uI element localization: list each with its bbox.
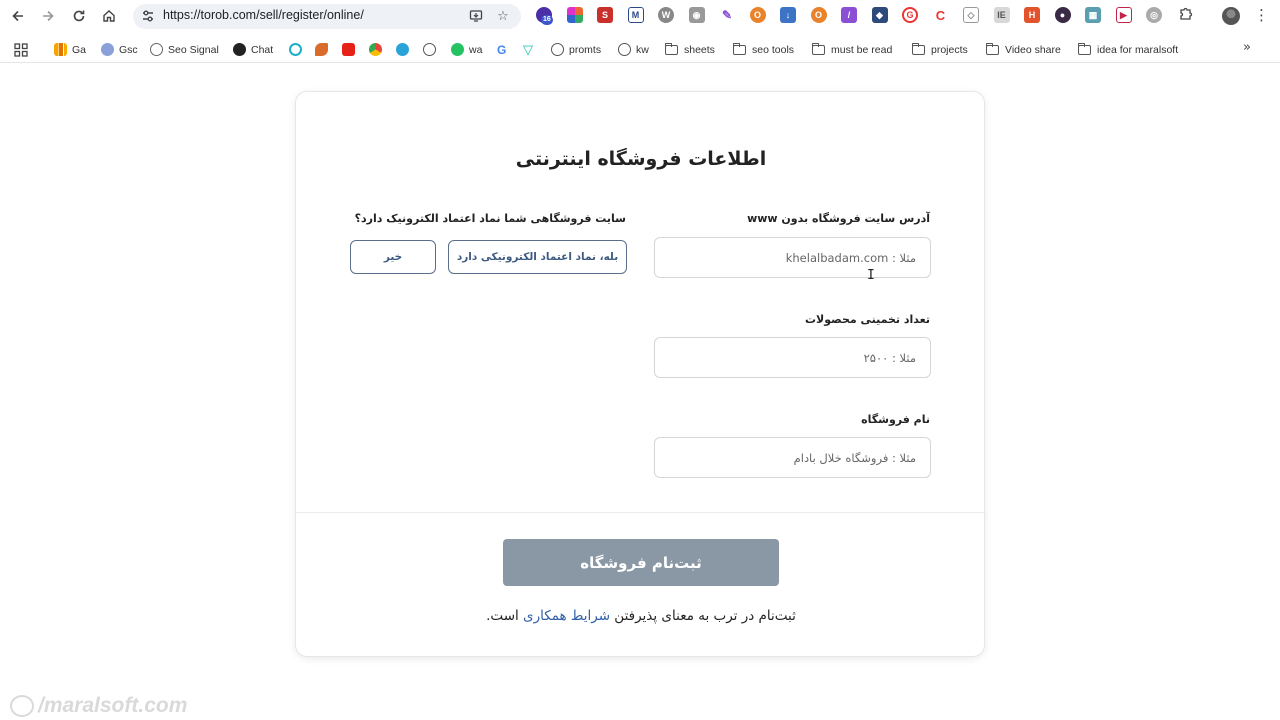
camera-icon[interactable]: ◉ bbox=[689, 7, 705, 23]
ie-extension-icon[interactable]: IE bbox=[994, 7, 1010, 23]
c-extension-icon[interactable]: C bbox=[933, 7, 949, 23]
bookmark-promts[interactable]: promts bbox=[551, 41, 601, 58]
whatsapp-icon bbox=[451, 43, 464, 56]
watermark bbox=[10, 694, 187, 718]
terms-text bbox=[296, 608, 986, 624]
apps-grid-icon[interactable] bbox=[14, 41, 28, 58]
store-name-label: نام فروشگاه bbox=[861, 413, 930, 426]
home-icon[interactable] bbox=[98, 5, 120, 27]
site-address-input[interactable] bbox=[654, 237, 931, 278]
bookmark-folder-video-share[interactable]: Video share bbox=[986, 41, 1061, 58]
color-extension-icon[interactable] bbox=[567, 7, 583, 23]
folder-icon bbox=[665, 45, 678, 55]
orange-extension-icon[interactable]: O bbox=[750, 7, 766, 23]
h-extension-icon[interactable]: H bbox=[1024, 7, 1040, 23]
seo-signal-icon bbox=[150, 43, 163, 56]
bookmark-star-icon[interactable]: ☆ bbox=[497, 9, 509, 24]
extension-badge: 16 bbox=[543, 16, 551, 23]
watermark-text: /maralsoft.com bbox=[38, 694, 188, 717]
product-count-label: تعداد تخمینی محصولات bbox=[804, 313, 930, 326]
store-name-input[interactable] bbox=[654, 437, 931, 478]
purple-extension-icon[interactable]: / bbox=[841, 7, 857, 23]
m-extension-icon[interactable]: M bbox=[628, 7, 644, 23]
g-extension-icon[interactable]: G bbox=[902, 7, 918, 23]
s-extension-icon[interactable]: S bbox=[597, 7, 613, 23]
pen-icon[interactable]: ✎ bbox=[719, 7, 735, 23]
menu-kebab-icon[interactable]: ⋮ bbox=[1254, 6, 1269, 24]
bookmarks-bar bbox=[0, 36, 1280, 63]
store-info-form bbox=[295, 91, 985, 657]
install-app-icon[interactable] bbox=[468, 9, 484, 25]
back-icon[interactable] bbox=[7, 5, 29, 27]
form-title: اطلاعات فروشگاه اینترنتی bbox=[515, 148, 767, 170]
bookmark-youtube[interactable] bbox=[342, 41, 360, 58]
chatgpt-icon bbox=[233, 43, 246, 56]
telegram-icon bbox=[396, 43, 409, 56]
bookmark-globe[interactable] bbox=[423, 41, 441, 58]
extension-icon[interactable] bbox=[536, 7, 552, 23]
address-bar[interactable] bbox=[133, 4, 521, 29]
product-count-input[interactable] bbox=[654, 337, 931, 378]
bookmarks-overflow-icon[interactable]: » bbox=[1243, 40, 1251, 55]
folder-icon bbox=[986, 45, 999, 55]
terms-before: ثبت‌نام در ترب به معنای پذیرفتن bbox=[610, 608, 796, 624]
bookmark-gsc[interactable]: Gsc bbox=[101, 41, 138, 58]
form-divider bbox=[296, 512, 986, 513]
chrome-icon bbox=[369, 43, 382, 56]
bookmark-folder-seo-tools[interactable]: seo tools bbox=[733, 41, 794, 58]
search-console-icon bbox=[101, 43, 114, 56]
folder-icon bbox=[812, 45, 825, 55]
enamad-no-button[interactable]: خیر bbox=[350, 240, 436, 274]
bookmark-chrome[interactable] bbox=[369, 41, 387, 58]
register-store-button[interactable]: ثبت‌نام فروشگاه bbox=[503, 539, 779, 586]
shield-outline-icon[interactable]: ◇ bbox=[963, 7, 979, 23]
bookmark-folder-projects[interactable]: projects bbox=[912, 41, 968, 58]
browser-toolbar bbox=[0, 0, 1280, 33]
terms-after: است. bbox=[486, 608, 524, 624]
bookmark-triangle[interactable] bbox=[523, 41, 533, 58]
swirl-icon bbox=[315, 43, 328, 56]
teal-extension-icon[interactable]: ▦ bbox=[1085, 7, 1101, 23]
terms-link[interactable]: شرایط همکاری bbox=[523, 608, 610, 624]
bookmark-folder-sheets[interactable]: sheets bbox=[665, 41, 715, 58]
extensions-row bbox=[536, 7, 1177, 25]
forward-icon[interactable] bbox=[37, 5, 59, 27]
folder-icon bbox=[733, 45, 746, 55]
globe-icon bbox=[423, 43, 436, 56]
gray-extension-icon[interactable]: ◎ bbox=[1146, 7, 1162, 23]
orange-extension-icon[interactable]: O bbox=[811, 7, 827, 23]
folder-icon bbox=[912, 45, 925, 55]
bookmark-google[interactable] bbox=[497, 41, 506, 58]
enamad-question-label: سایت فروشگاهی شما نماد اعتماد الکترونیک دارد؟ bbox=[354, 212, 626, 225]
shield-icon[interactable]: ◆ bbox=[872, 7, 888, 23]
watermark-logo-icon bbox=[10, 695, 34, 717]
bookmark-chat[interactable]: Chat bbox=[233, 41, 273, 58]
globe-icon bbox=[551, 43, 564, 56]
profile-avatar[interactable] bbox=[1222, 7, 1240, 25]
bookmark-kw[interactable]: kw bbox=[618, 41, 649, 58]
enamad-yes-button[interactable]: بله، نماد اعتماد الکترونیکی دارد bbox=[448, 240, 627, 274]
bookmark-ga[interactable]: Ga bbox=[54, 41, 86, 58]
bookmark-telegram[interactable] bbox=[396, 41, 414, 58]
bookmark-folder-idea[interactable]: idea for maralsoft bbox=[1078, 41, 1178, 58]
url-text: https://torob.com/sell/register/online/ bbox=[163, 8, 364, 22]
triangle-icon: ▽ bbox=[523, 41, 533, 57]
extensions-puzzle-icon[interactable] bbox=[1178, 6, 1193, 25]
bookmark-wa[interactable]: wa bbox=[451, 41, 482, 58]
ring-icon bbox=[289, 43, 302, 56]
reload-icon[interactable] bbox=[68, 5, 90, 27]
youtube-icon bbox=[342, 43, 355, 56]
site-address-label: آدرس سایت فروشگاه بدون www bbox=[747, 212, 930, 225]
text-cursor-icon: I bbox=[867, 268, 875, 283]
wordpress-icon[interactable]: W bbox=[658, 7, 674, 23]
google-icon: G bbox=[497, 42, 507, 57]
bookmark-ring[interactable] bbox=[289, 41, 307, 58]
site-settings-icon[interactable] bbox=[141, 9, 155, 23]
play-extension-icon[interactable]: ▶ bbox=[1116, 7, 1132, 23]
download-icon[interactable]: ↓ bbox=[780, 7, 796, 23]
bookmark-swirl[interactable] bbox=[315, 41, 333, 58]
bookmark-seo-signal[interactable]: Seo Signal bbox=[150, 41, 219, 58]
analytics-icon bbox=[54, 43, 67, 56]
dark-extension-icon[interactable]: ● bbox=[1055, 7, 1071, 23]
bookmark-folder-must-be-read[interactable]: must be read bbox=[812, 41, 892, 58]
folder-icon bbox=[1078, 45, 1091, 55]
globe-icon bbox=[618, 43, 631, 56]
